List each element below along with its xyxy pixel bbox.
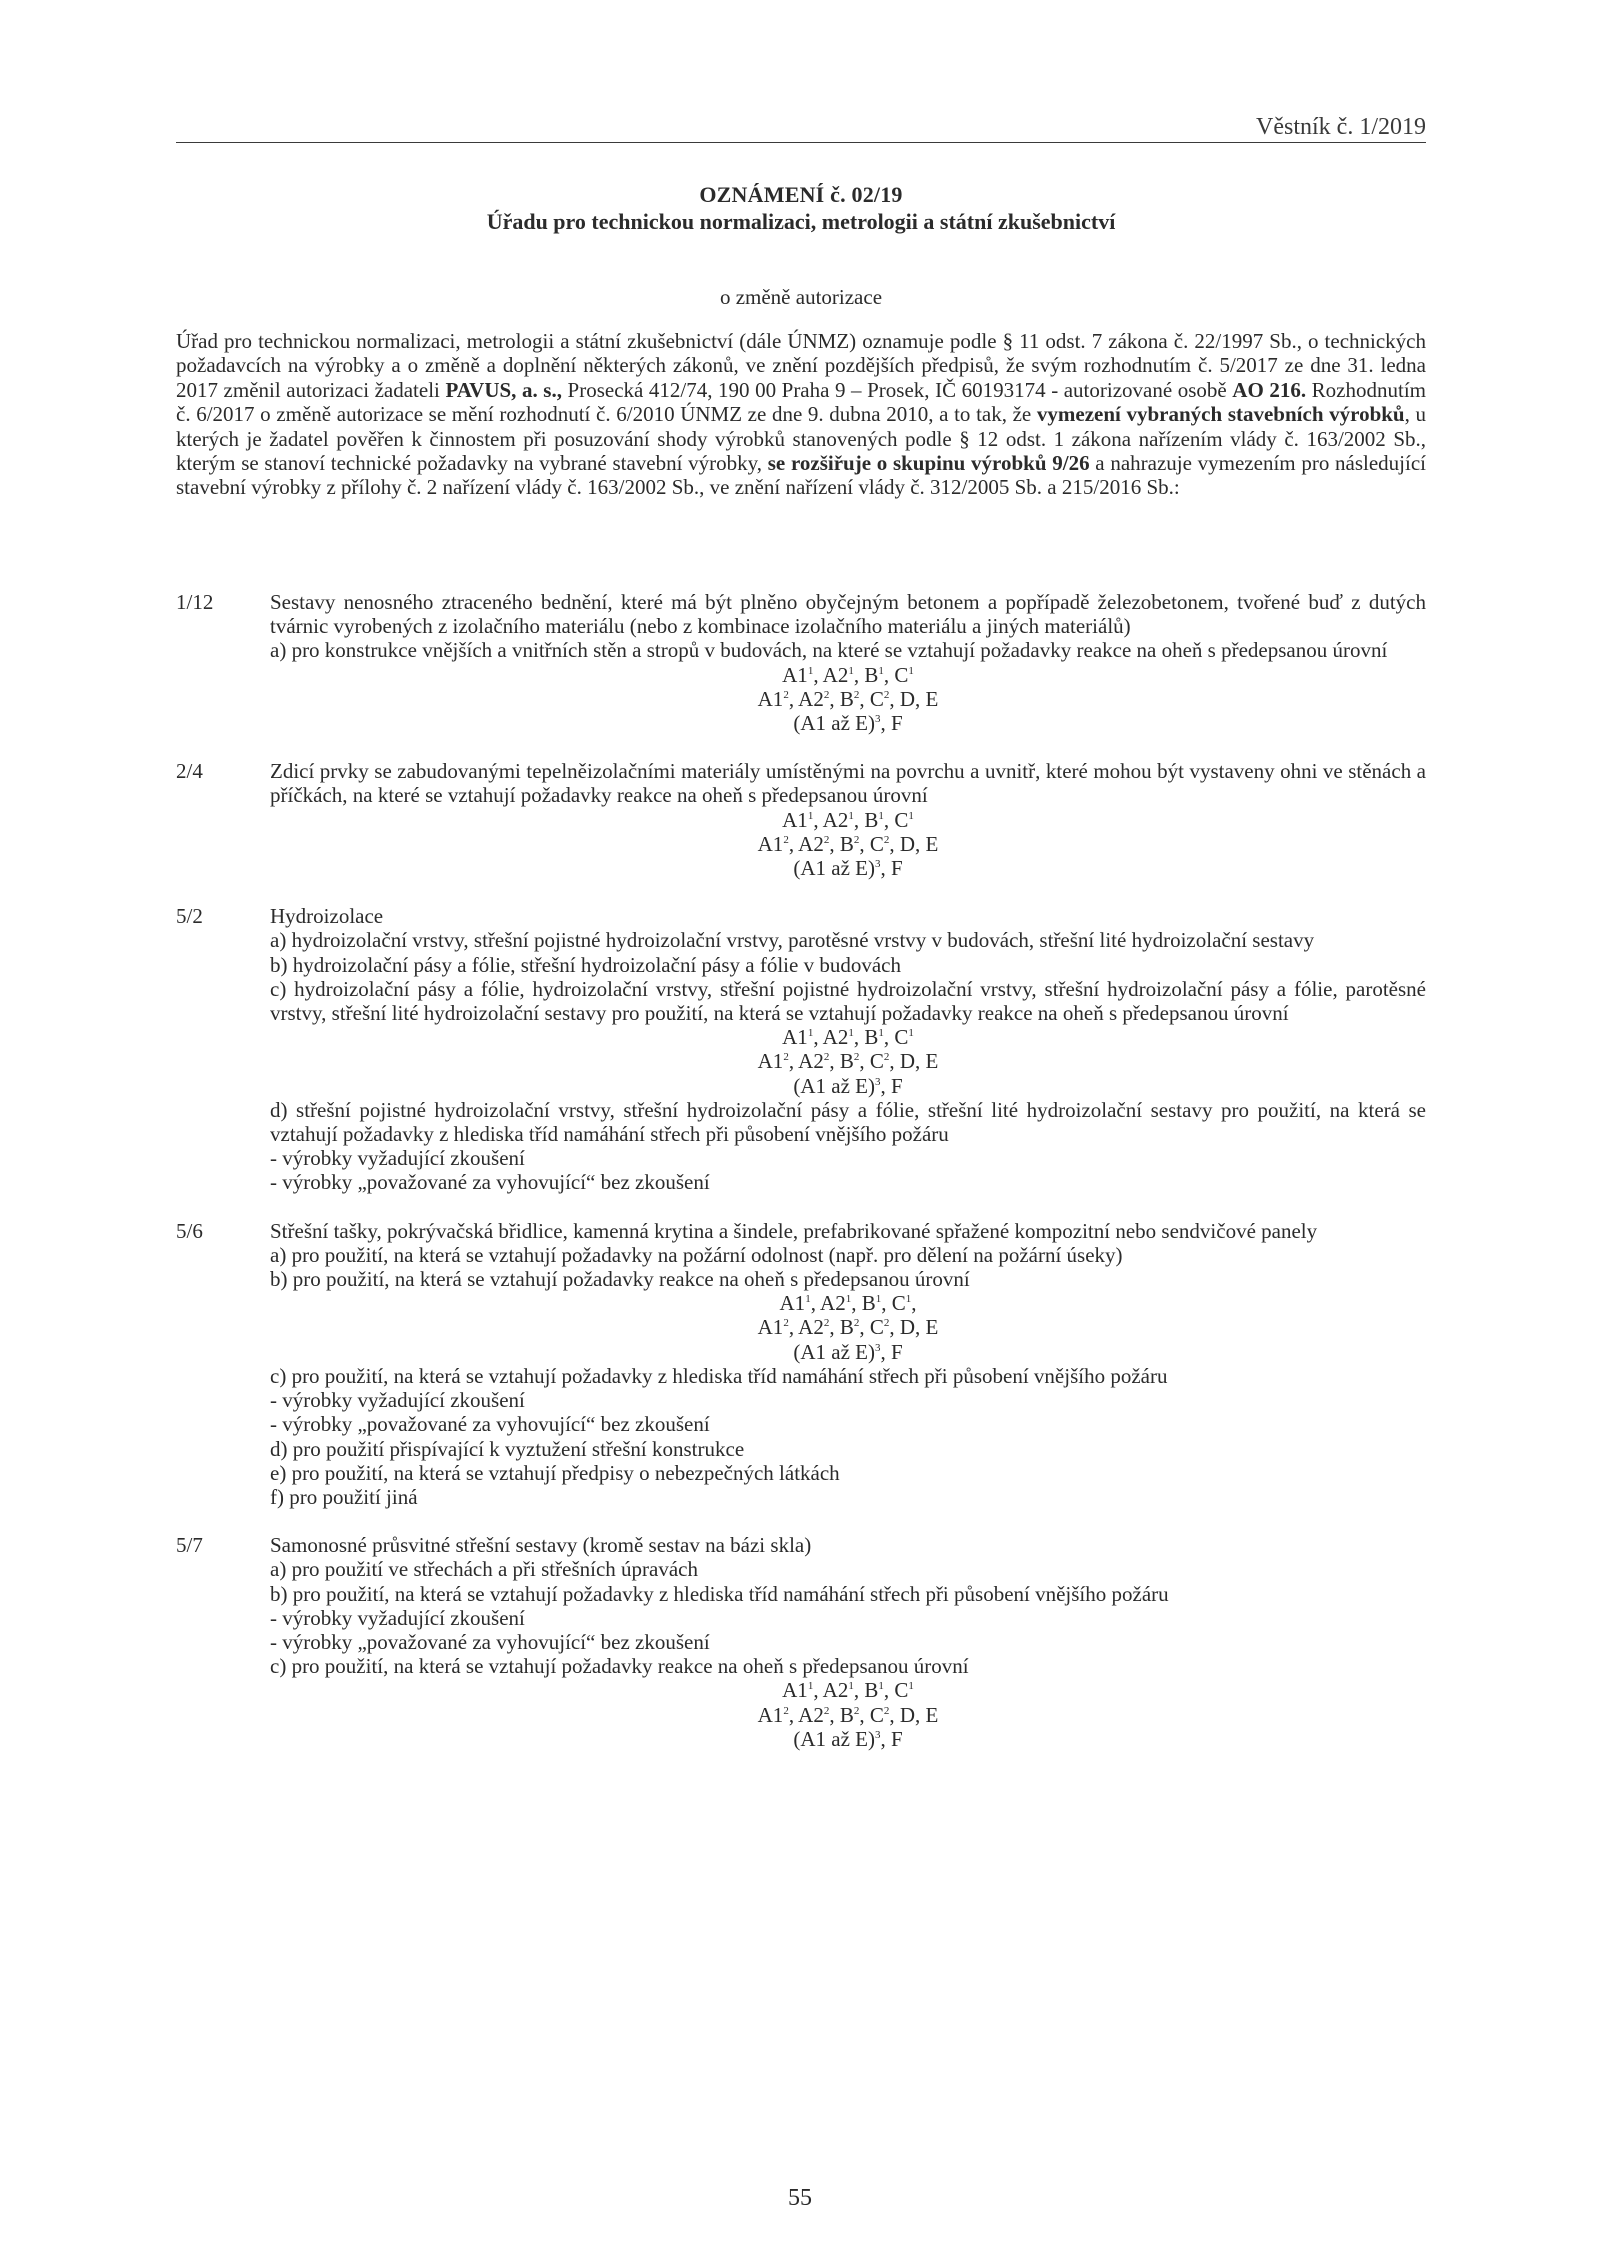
entry-line: Samonosné průsvitné střešní sestavy (kromě sestav na bázi skla) — [270, 1533, 812, 1558]
product-entry — [176, 904, 1426, 1194]
class-row: $A1^2$, $A2^2$, $B^2$, $C^2$, D, E — [757, 686, 939, 711]
product-description — [270, 759, 1426, 880]
intro-text: , u kterých je žadatel pověřen k činnostem při posuzování shody výrobků stanovených podle § 12 odst. 1 zákona nařízením vlády č. 163/2002 Sb., kterým se stanoví technické požadavky na vybrané stavební výrobky, — [176, 402, 1426, 476]
class-row: (A1 až E)$^3$, F — [793, 711, 903, 736]
class-row: (A1 až E)$^3$, F — [793, 856, 903, 881]
class-row: (A1 až E)$^3$, F — [793, 1073, 903, 1098]
product-entry — [176, 590, 1426, 735]
product-description — [270, 1219, 1426, 1509]
intro-text: Úřad pro technickou normalizaci, metrologii a státní zkušebnictví (dále ÚNMZ) oznamuje podle § 11 odst. 7 zákona č. 22/1997 Sb., o technických požadavcích na výrobky a o změně a doplnění některých zákonů, ve znění pozdějších předpisů, že svým rozhodnutím č. 5/2017 ze dne 31. ledna 2017 změnil autorizaci žadateli — [176, 329, 1426, 402]
entry-line: f) pro použití jiná — [270, 1484, 418, 1509]
entry-line: c) pro použití, na která se vztahují požadavky reakce na oheň s předepsanou úrovní — [270, 1654, 969, 1679]
class-block — [270, 1025, 1426, 1098]
entry-line: a) hydroizolační vrstvy, střešní pojistné hydroizolační vrstvy, parotěsné vrstvy v budovách, střešní lité hydroizolační sestavy — [270, 928, 1315, 953]
entry-line: c) hydroizolační pásy a fólie, hydroizolační vrstvy, střešní pojistné hydroizolační vrstvy, střešní hydroizolační pásy a fólie, parotěsné vrstvy, střešní lité hydroizolační sestavy pro použití, na která se vztahují požadavky reakce na oheň s předepsanou úrovní — [270, 976, 1426, 1026]
class-row: (A1 až E)$^3$, F — [793, 1726, 903, 1751]
entry-line: Sestavy nenosného ztraceného bednění, které má být plněno obyčejným betonem a popřípadě železobetonem, tvořené buď z dutých tvárnic vyrobených z izolačního materiálu (nebo z kombinace izolačního materiálu a jiných materiálů) — [270, 590, 1426, 639]
class-row: $A1^1$, $A2^1$, $B^1$, $C^1$ — [782, 807, 914, 832]
applicant-name: PAVUS, a. s., — [445, 377, 562, 402]
announcement-title: OZNÁMENÍ č. 02/19 — [699, 182, 903, 207]
entry-line: b) pro použití, na která se vztahují požadavky reakce na oheň s předepsanou úrovní — [270, 1267, 970, 1292]
intro-paragraph — [176, 329, 1426, 500]
class-block — [270, 1678, 1426, 1751]
class-row: $A1^1$, $A2^1$, $B^1$, $C^1$ — [782, 1025, 914, 1050]
product-entry — [176, 1219, 1426, 1509]
running-header — [176, 112, 1426, 143]
entry-line: a) pro konstrukce vnějších a vnitřních stěn a stropů v budovách, na které se vztahují požadavky reakce na oheň s předepsanou úrovní — [270, 638, 1388, 663]
entry-line: - výrobky vyžadující zkoušení — [270, 1146, 525, 1171]
product-entry — [176, 1533, 1426, 1751]
product-group-code: 5/2 — [176, 904, 203, 929]
product-group-code: 5/7 — [176, 1533, 203, 1558]
intro-text: a nahrazuje vymezením pro následující stavební výrobky z přílohy č. 2 nařízení vlády č. 163/2002 Sb., ve znění nařízení vlády č. 312/2005 Sb. a 215/2016 Sb.: — [176, 451, 1426, 500]
scope-phrase: vymezení vybraných stavebních výrobků — [1036, 402, 1405, 427]
product-list — [176, 590, 1426, 1775]
announcement-topic: o změně autorizace — [719, 285, 883, 309]
entry-line: c) pro použití, na která se vztahují požadavky z hlediska tříd namáhání střech při působení vnějšího požáru — [270, 1363, 1168, 1388]
product-description — [270, 1533, 1426, 1751]
product-group-code: 2/4 — [176, 759, 203, 784]
entry-line: - výrobky „považované za vyhovující“ bez zkoušení — [270, 1412, 710, 1437]
class-block — [270, 1291, 1426, 1364]
product-description — [270, 904, 1426, 1194]
entry-line: - výrobky „považované za vyhovující“ bez zkoušení — [270, 1170, 710, 1195]
entry-line: Zdicí prvky se zabudovanými tepelněizolačními materiály umístěnými na povrchu a uvnitř, které mohou být vystaveny ohni ve stěnách a příčkách, na které se vztahují požadavky reakce na oheň s předepsanou úrovní — [270, 759, 1426, 808]
journal-issue: Věstník č. 1/2019 — [1256, 114, 1426, 140]
class-row: $A1^2$, $A2^2$, $B^2$, $C^2$, D, E — [757, 1702, 939, 1727]
entry-line: e) pro použití, na která se vztahují předpisy o nebezpečných látkách — [270, 1460, 840, 1485]
extension-phrase: se rozšiřuje o skupinu výrobků 9/26 — [767, 451, 1090, 476]
entry-line: b) hydroizolační pásy a fólie, střešní hydroizolační pásy a fólie v budovách — [270, 952, 901, 977]
announcement-heading — [176, 181, 1426, 310]
entry-line: - výrobky vyžadující zkoušení — [270, 1605, 525, 1630]
product-group-code: 5/6 — [176, 1218, 203, 1243]
page-number: 55 — [788, 2185, 812, 2211]
announcement-issuer: Úřadu pro technickou normalizaci, metrologii a státní zkušebnictví — [486, 209, 1116, 234]
entry-line: - výrobky „považované za vyhovující“ bez zkoušení — [270, 1629, 710, 1654]
authorized-body-id: AO 216. — [1232, 377, 1307, 402]
entry-line: d) střešní pojistné hydroizolační vrstvy, střešní hydroizolační pásy a fólie, střešní lité hydroizolační sestavy pro použití, na která se vztahují požadavky z hlediska tříd namáhání střech při působení vnějšího požáru — [270, 1097, 1426, 1147]
entry-line: Hydroizolace — [270, 904, 384, 929]
intro-text: Prosecká 412/74, 190 00 Praha 9 – Prosek, IČ 60193174 - autorizované osobě — [561, 377, 1233, 402]
entry-line: Střešní tašky, pokrývačská břidlice, kamenná krytina a šindele, prefabrikované spřažené kompozitní nebo sendvičové panely — [270, 1218, 1318, 1243]
class-block — [270, 663, 1426, 736]
product-description — [270, 590, 1426, 735]
class-row: $A1^1$, $A2^1$, $B^1$, $C^1$ — [782, 1678, 914, 1703]
entry-line: a) pro použití, na která se vztahují požadavky na požární odolnost (např. pro dělení na požární úseky) — [270, 1242, 1123, 1267]
product-group-code: 1/12 — [176, 590, 214, 614]
class-row: $A1^2$, $A2^2$, $B^2$, $C^2$, D, E — [757, 1315, 939, 1340]
class-row: $A1^2$, $A2^2$, $B^2$, $C^2$, D, E — [757, 831, 939, 856]
class-row: $A1^2$, $A2^2$, $B^2$, $C^2$, D, E — [757, 1049, 939, 1074]
intro-text: Rozhodnutím č. 6/2017 o změně autorizace se mění rozhodnutí č. 6/2010 ÚNMZ ze dne 9. dubna 2010, a to tak, že — [176, 377, 1426, 427]
product-entry — [176, 759, 1426, 880]
class-row: $A1^1$, $A2^1$, $B^1$, $C^1$ — [782, 662, 914, 687]
class-block — [270, 808, 1426, 881]
entry-line: a) pro použití ve střechách a při střešních úpravách — [270, 1557, 698, 1582]
entry-line: b) pro použití, na která se vztahují požadavky z hlediska tříd namáhání střech při působení vnějšího požáru — [270, 1581, 1169, 1606]
entry-line: d) pro použití přispívající k vyztužení střešní konstrukce — [270, 1436, 745, 1461]
class-row: $A1^1$, $A2^1$, $B^1$, $C^1$, — [779, 1291, 917, 1316]
entry-line: - výrobky vyžadující zkoušení — [270, 1388, 525, 1413]
class-row: (A1 až E)$^3$, F — [793, 1339, 903, 1364]
